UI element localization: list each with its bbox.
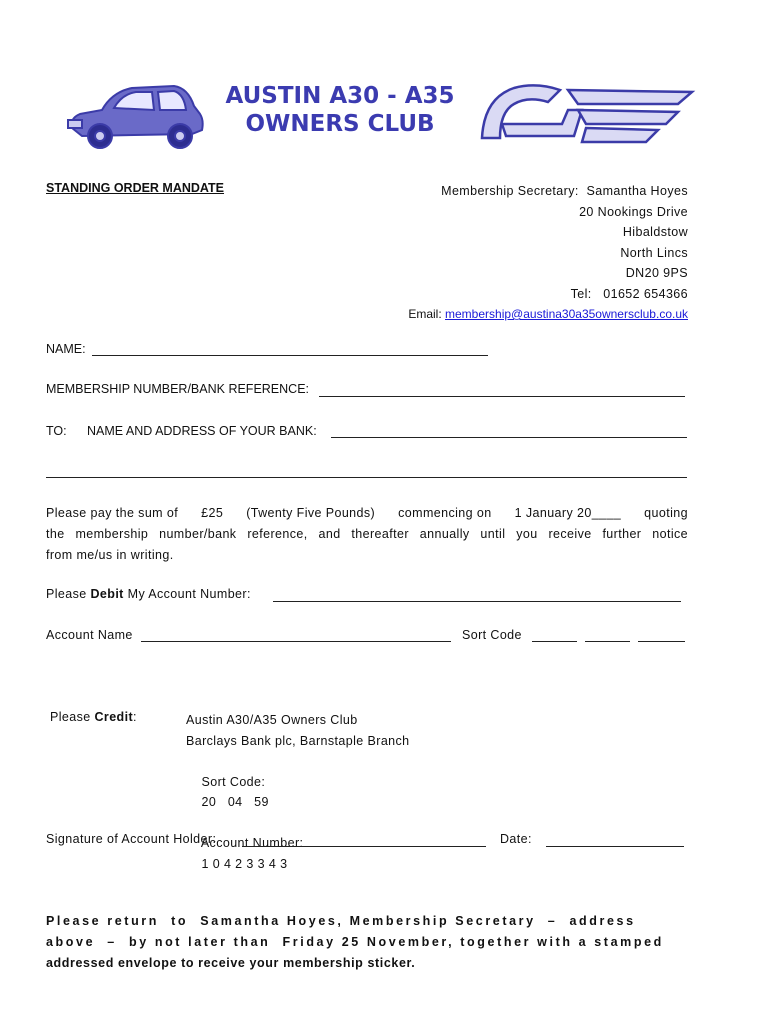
payee-sort-code: 20 04 59 [201, 795, 269, 809]
name-field[interactable] [92, 355, 488, 356]
sort-code-field-2[interactable] [585, 641, 630, 642]
start-date[interactable]: 1 January 20____ [514, 506, 622, 520]
instruction-line2: the membership number/bank reference, and thereafter annually until you receive further notice [46, 527, 688, 541]
sort-code-field-3[interactable] [638, 641, 685, 642]
debit-label [46, 587, 251, 601]
club-emblem-icon [478, 80, 700, 148]
bank-address-field[interactable] [46, 477, 687, 478]
debit-account-number-field[interactable] [273, 601, 681, 602]
footer-line2: above – by not later than Friday 25 November, together with a stamped [46, 935, 664, 949]
payee-bank: Barclays Bank plc, Barnstaple Branch [186, 733, 410, 748]
payee-sort-code-label: Sort Code: [201, 774, 266, 789]
sort-code-label: Sort Code [462, 628, 522, 642]
club-name-line2: OWNERS CLUB [245, 111, 435, 137]
instruction-text: Please pay the sum of [46, 506, 179, 520]
return-instructions [46, 911, 696, 974]
signature-field[interactable] [242, 846, 486, 847]
credit-colon: : [133, 710, 137, 724]
secretary-block [380, 181, 688, 325]
debit-bold: Debit [90, 587, 124, 601]
payee-codes [186, 751, 410, 895]
credit-details [186, 710, 410, 895]
tel-line [380, 284, 688, 305]
secretary-line [380, 181, 688, 202]
bank-name-field[interactable] [331, 437, 687, 438]
payee-account-label: Account Number: [200, 836, 304, 850]
membership-label: MEMBERSHIP NUMBER/BANK REFERENCE: [46, 382, 310, 396]
instruction-line3: from me/us in writing. [46, 548, 174, 562]
account-name-label: Account Name [46, 628, 133, 642]
signature-label: Signature of Account Holder: [46, 832, 217, 846]
instruction-paragraph [46, 503, 688, 566]
secretary-label: Membership Secretary: [441, 184, 579, 198]
instruction-line1 [46, 503, 688, 524]
footer-line3: addressed envelope to receive your membership sticker. [46, 956, 416, 970]
payee-name: Austin A30/A35 Owners Club [186, 713, 358, 727]
name-label: NAME: [46, 342, 86, 356]
email-line [380, 304, 688, 325]
address-line: 20 Nookings Drive [579, 204, 688, 219]
address-line: DN20 9PS [625, 266, 688, 280]
footer-line1: Please return to Samantha Hoyes, Membership Secretary – address [46, 914, 636, 928]
payee-account-number: 1 0 4 2 3 3 4 3 [201, 856, 288, 871]
credit-bold: Credit [94, 710, 134, 724]
debit-prefix: Please [46, 587, 87, 601]
address-line: North Lincs [620, 245, 688, 260]
tel-label: Tel: [570, 286, 592, 301]
account-name-field[interactable] [141, 641, 451, 642]
address-line: Hibaldstow [622, 225, 688, 239]
debit-suffix: My Account Number: [127, 587, 251, 601]
tel-number: 01652 654366 [603, 286, 688, 301]
membership-field[interactable] [319, 396, 685, 397]
amount: £25 [201, 506, 224, 520]
secretary-name: Samantha Hoyes [586, 184, 688, 198]
austin-car-icon [62, 80, 212, 156]
credit-prefix: Please [50, 710, 91, 724]
date-label: Date: [500, 832, 532, 846]
email-label: Email: [408, 307, 442, 321]
credit-label [50, 710, 137, 724]
to-label: TO: [46, 424, 67, 438]
commencing-text: commencing on [398, 506, 492, 520]
quoting-text: quoting [644, 506, 688, 520]
email-link[interactable]: membership@austina30a35ownersclub.co.uk [445, 307, 688, 321]
date-field[interactable] [546, 846, 684, 847]
bank-label: NAME AND ADDRESS OF YOUR BANK: [87, 424, 317, 438]
amount-words: (Twenty Five Pounds) [246, 506, 376, 520]
sort-code-field-1[interactable] [532, 641, 577, 642]
form-title: STANDING ORDER MANDATE [46, 181, 225, 195]
club-name-line1: AUSTIN A30 - A35 [225, 83, 455, 109]
